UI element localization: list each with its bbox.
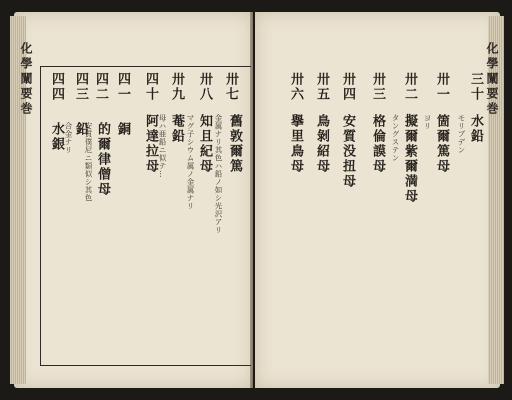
entry-name: 鉛 xyxy=(73,122,88,137)
right-column-7-body xyxy=(287,114,303,174)
entry-reading: ヨリ xyxy=(423,114,432,130)
entry-number: 卅二 xyxy=(402,72,417,102)
left-column-1 xyxy=(222,72,238,102)
right-column-3-kana xyxy=(387,114,403,162)
left-column-2-note xyxy=(182,114,198,210)
right-column-3-body xyxy=(401,114,417,204)
right-column-2 xyxy=(433,72,449,102)
left-column-4-body xyxy=(142,114,158,174)
entry-name: 的爾律僧母 xyxy=(95,122,110,197)
entry-name: 安質没扭母 xyxy=(340,114,355,189)
entry-note: マグ子シウム属ノ金属ナリ xyxy=(186,114,195,210)
left-column-5 xyxy=(114,72,130,102)
entry-number: 三十 xyxy=(468,72,483,102)
right-column-7 xyxy=(287,72,303,102)
entry-note: 母ハ亜鉛ニ似テ… xyxy=(158,114,167,178)
entry-number: 卅四 xyxy=(340,72,355,102)
entry-number: 卅六 xyxy=(288,72,303,102)
left-column-4 xyxy=(142,72,158,102)
entry-reading: モリブデン xyxy=(457,114,466,154)
entry-name: 銅 xyxy=(115,122,130,137)
entry-name: 阿達拉母 xyxy=(143,114,158,174)
entry-reading: タングステン xyxy=(391,114,400,162)
right-column-1-kana xyxy=(453,114,469,154)
right-column-2-kana xyxy=(419,114,435,130)
entry-number: 卅七 xyxy=(223,72,238,102)
left-column-6 xyxy=(92,72,108,102)
left-page xyxy=(14,12,253,388)
entry-number: 卅八 xyxy=(197,72,212,102)
entry-name: 水銀 xyxy=(49,122,64,152)
right-column-3 xyxy=(401,72,417,102)
left-column-1-note xyxy=(210,114,226,234)
entry-number: 卅五 xyxy=(314,72,329,102)
entry-name: 菴鉛 xyxy=(169,114,184,144)
left-column-6-body xyxy=(94,122,110,197)
entry-number: 卅一 xyxy=(434,72,449,102)
left-column-7 xyxy=(72,72,88,102)
entry-name: 舊敦爾篤 xyxy=(227,114,242,174)
entry-number: 卅三 xyxy=(370,72,385,102)
entry-number: 四十 xyxy=(143,72,158,102)
right-column-1 xyxy=(467,72,483,102)
entry-number: 四一 xyxy=(115,72,130,102)
right-column-4 xyxy=(369,72,385,102)
entry-number: 卅九 xyxy=(169,72,184,102)
entry-note: 安質僕尼ニ類似シ其色 xyxy=(84,122,93,202)
entry-note: 合金ナリ xyxy=(64,122,73,154)
right-column-5-body xyxy=(339,114,355,189)
right-column-5 xyxy=(339,72,355,102)
left-column-3 xyxy=(168,72,184,102)
left-column-2 xyxy=(196,72,212,102)
entry-name: 水鉛 xyxy=(468,114,483,144)
left-column-5-body xyxy=(114,122,130,137)
right-column-6-body xyxy=(313,114,329,174)
entry-number: 四四 xyxy=(49,72,64,102)
left-column-8-body xyxy=(48,122,64,152)
left-column-2-body xyxy=(196,114,212,174)
entry-name: 知且紀母 xyxy=(197,114,212,174)
entry-number: 四二 xyxy=(93,72,108,102)
entry-name: 擬爾紫爾満母 xyxy=(402,114,417,204)
entry-note: 金属ナリ其色ハ鉛ノ如シ光沢アリ xyxy=(214,114,223,234)
right-sideband-title: 化學闡要巻 xyxy=(485,42,499,117)
right-column-6 xyxy=(313,72,329,102)
right-column-2-body xyxy=(433,114,449,174)
entry-name: 鳥剝紹母 xyxy=(314,114,329,174)
left-sideband-title: 化學闡要巻 xyxy=(19,42,33,117)
left-column-1-body xyxy=(226,114,242,174)
right-page xyxy=(255,12,500,388)
left-column-8 xyxy=(48,72,64,102)
open-book xyxy=(14,12,500,388)
entry-name: 格倫謨母 xyxy=(370,114,385,174)
right-column-4-body xyxy=(369,114,385,174)
right-column-1-body xyxy=(467,114,483,144)
entry-name: 箇爾篤母 xyxy=(434,114,449,174)
left-column-3-body xyxy=(168,114,184,144)
entry-name: 擧里鳥母 xyxy=(288,114,303,174)
entry-number: 四三 xyxy=(73,72,88,102)
